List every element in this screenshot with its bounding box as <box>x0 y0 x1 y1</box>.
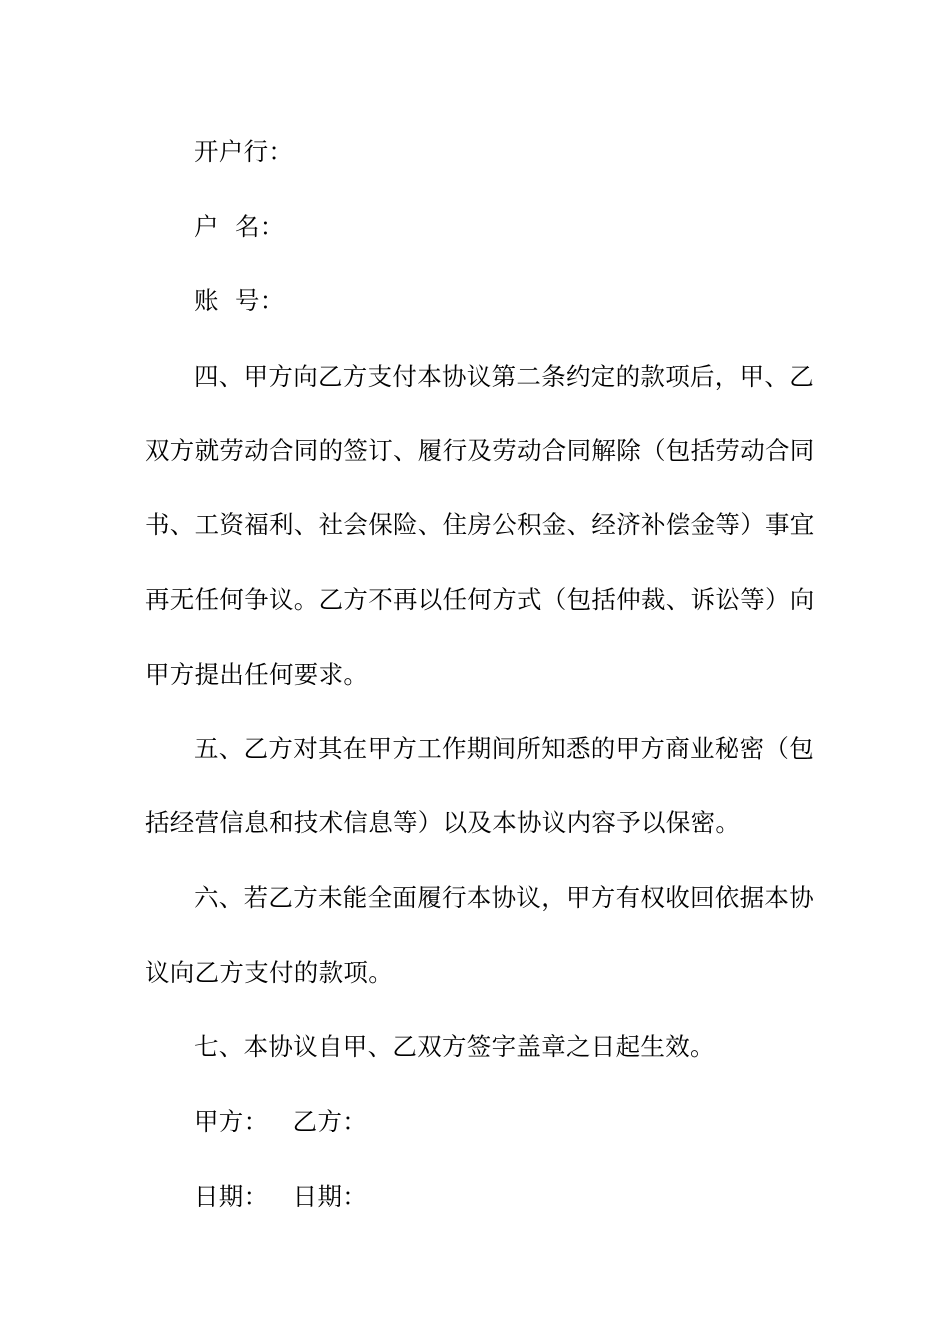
bank-name-field: 开户行： <box>194 137 294 166</box>
clause-4-line-2: 双方就劳动合同的签订、履行及劳动合同解除（包括劳动合同 <box>145 436 815 465</box>
signature-dates: 日期： 日期： <box>194 1182 368 1211</box>
clause-6-line-2: 议向乙方支付的款项。 <box>145 958 393 987</box>
clause-6-line-1: 六、若乙方未能全面履行本协议，甲方有权收回依据本协 <box>194 883 814 912</box>
account-name-field: 户 名： <box>194 212 285 241</box>
clause-7-line-1: 七、本协议自甲、乙双方签字盖章之日起生效。 <box>194 1032 715 1061</box>
clause-4-line-1: 四、甲方向乙方支付本协议第二条约定的款项后，甲、乙 <box>194 362 814 391</box>
clause-4-line-3: 书、工资福利、社会保险、住房公积金、经济补偿金等）事宜 <box>145 510 815 539</box>
clause-4-line-4: 再无任何争议。乙方不再以任何方式（包括仲裁、诉讼等）向 <box>145 585 815 614</box>
signature-parties: 甲方： 乙方： <box>194 1107 368 1136</box>
account-number-field: 账 号： <box>194 286 285 315</box>
clause-5-line-2: 括经营信息和技术信息等）以及本协议内容予以保密。 <box>145 808 741 837</box>
clause-4-line-5: 甲方提出任何要求。 <box>145 660 369 689</box>
clause-5-line-1: 五、乙方对其在甲方工作期间所知悉的甲方商业秘密（包 <box>194 734 814 763</box>
